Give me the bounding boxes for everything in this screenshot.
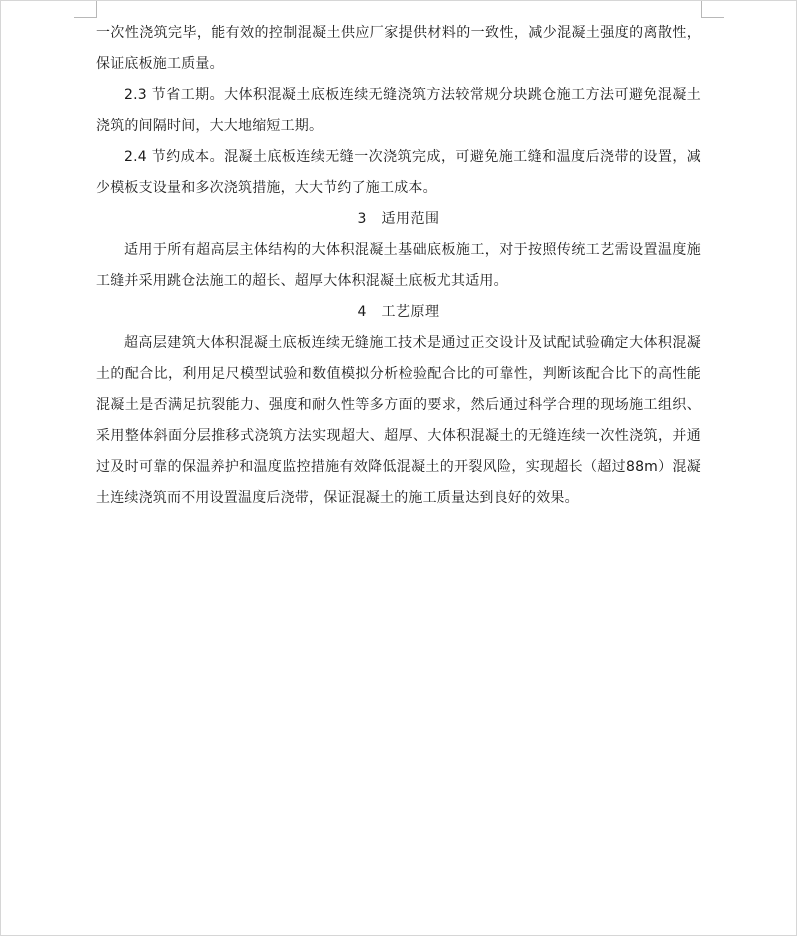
section-heading-3: 3 适用范围 — [357, 211, 440, 227]
section-heading-4: 4 工艺原理 — [357, 304, 440, 320]
paragraph-2-4: 2.4 节约成本。混凝土底板连续无缝一次浇筑完成，可避免施工缝和温度后浇带的设置，减少模板支设量和多次浇筑措施，大大节约了施工成本。 — [96, 149, 701, 196]
paragraph-2-3: 2.3 节省工期。大体积混凝土底板连续无缝浇筑方法较常规分块跳仓施工方法可避免混凝土浇筑的间隔时间，大大地缩短工期。 — [96, 87, 701, 134]
margin-corner-mark-left — [74, 1, 97, 18]
paragraph-continuation: 一次性浇筑完毕，能有效的控制混凝土供应厂家提供材料的一致性，减少混凝土强度的离散性，保证底板施工质量。 — [96, 25, 701, 72]
margin-corner-mark-right — [701, 1, 724, 18]
paragraph-scope: 适用于所有超高层主体结构的大体积混凝土基础底板施工，对于按照传统工艺需设置温度施工缝并采用跳仓法施工的超长、超厚大体积混凝土底板尤其适用。 — [96, 242, 701, 289]
document-body[interactable] — [96, 18, 701, 514]
paragraph-principle: 超高层建筑大体积混凝土底板连续无缝施工技术是通过正交设计及试配试验确定大体积混凝土的配合比，利用足尺模型试验和数值模拟分析检验配合比的可靠性，判断该配合比下的高性能混凝土是否满足抗裂能力、强度和耐久性等多方面的要求，然后通过科学合理的现场施工组织、采用整体斜面分层推移式浇筑方法实现超大、超厚、大体积混凝土的无缝连续一次性浇筑，并通过及时可靠的保温养护和温度监控措施有效降低混凝土的开裂风险，实现超长（超过88m）混凝土连续浇筑而不用设置温度后浇带，保证混凝土的施工质量达到良好的效果。 — [96, 335, 701, 506]
